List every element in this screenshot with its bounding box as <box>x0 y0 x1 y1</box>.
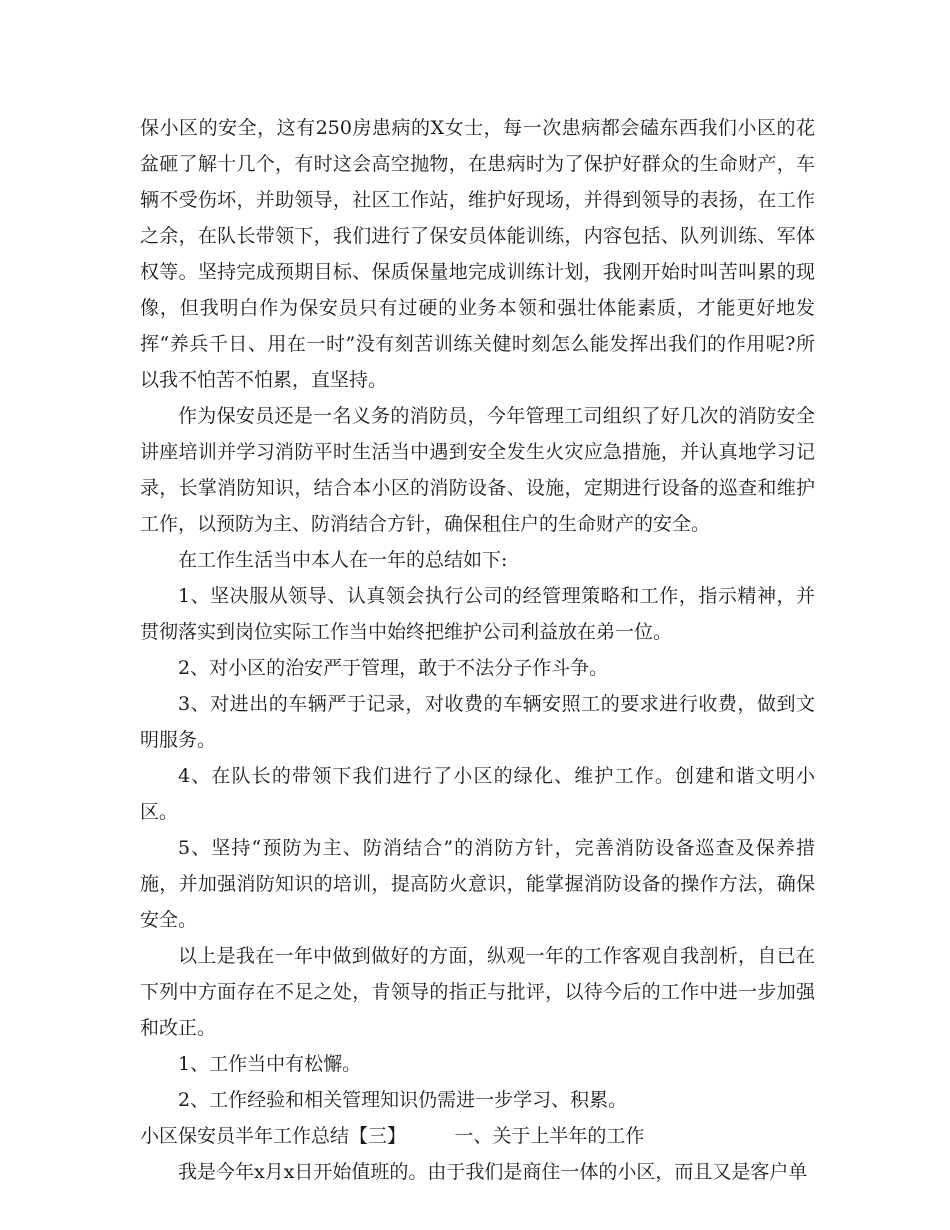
document-body <box>140 110 815 1190</box>
list-item-2: 2、对小区的治安严于管理，敢于不法分子作斗争。 <box>178 657 609 679</box>
list-item-5: 5、坚持“预防为主、防消结合”的消防方针，完善消防设备巡查及保养措施，并加强消防知识的培训，提高防火意识，能掌握消防设备的操作方法，确保安全。 <box>140 837 815 931</box>
section-heading: 小区保安员半年工作总结【三】 一、关于上半年的工作 <box>140 1125 645 1147</box>
list-item-4: 4、在队长的带领下我们进行了小区的绿化、维护工作。创建和谐文明小区。 <box>140 765 815 823</box>
list-item-3: 3、对进出的车辆严于记录，对收费的车辆安照工的要求进行收费，做到文明服务。 <box>140 693 815 751</box>
shortcoming-item-2: 2、工作经验和相关管理知识仍需进一步学习、积累。 <box>178 1089 628 1111</box>
paragraph-summary-intro: 在工作生活当中本人在一年的总结如下: <box>178 549 508 571</box>
list-item-1: 1、坚决服从领导、认真领会执行公司的经管理策略和工作，指示精神，并贯彻落实到岗位实际工作当中始终把维护公司利益放在弟一位。 <box>140 585 815 643</box>
paragraph-security-intro: 保小区的安全，这有250房患病的X女士，每一次患病都会磕东西我们小区的花盆砸了解十几个，有时这会高空抛物，在患病时为了保护好群众的生命财产，车辆不受伤坏，并助领导，社区工作站，维护好现场，并得到领导的表扬，在工作之余，在队长带领下，我们进行了保安员体能训练，内容包括、队列训练、军体权等。坚持完成预期目标、保质保量地完成训练计划，我刚开始时叫苦叫累的现像，但我明白作为保安员只有过硬的业务本领和强壮体能素质，才能更好地发挥“养兵千日、用在一时”没有刻苦训练关健时刻怎么能发挥出我们的作用呢?所以我不怕苦不怕累，直坚持。 <box>140 117 815 391</box>
paragraph-fire-safety: 作为保安员还是一名义务的消防员，今年管理工司组织了好几次的消防安全讲座培训并学习消防平时生活当中遇到安全发生火灾应急措施，并认真地学习记录，长掌消防知识，结合本小区的消防设备、设施，定期进行设备的巡查和维护工作，以预防为主、防消结合方针，确保租住户的生命财产的安全。 <box>140 405 815 535</box>
shortcoming-item-1: 1、工作当中有松懈。 <box>178 1053 362 1075</box>
paragraph-section-three-start: 我是今年x月x日开始值班的。由于我们是商住一体的小区，而且又是客户单 <box>178 1161 808 1183</box>
paragraph-self-review: 以上是我在一年中做到做好的方面，纵观一年的工作客观自我剖析，自已在下列中方面存在不足之处，肯领导的指正与批评，以待今后的工作中进一步加强和改正。 <box>140 945 815 1039</box>
